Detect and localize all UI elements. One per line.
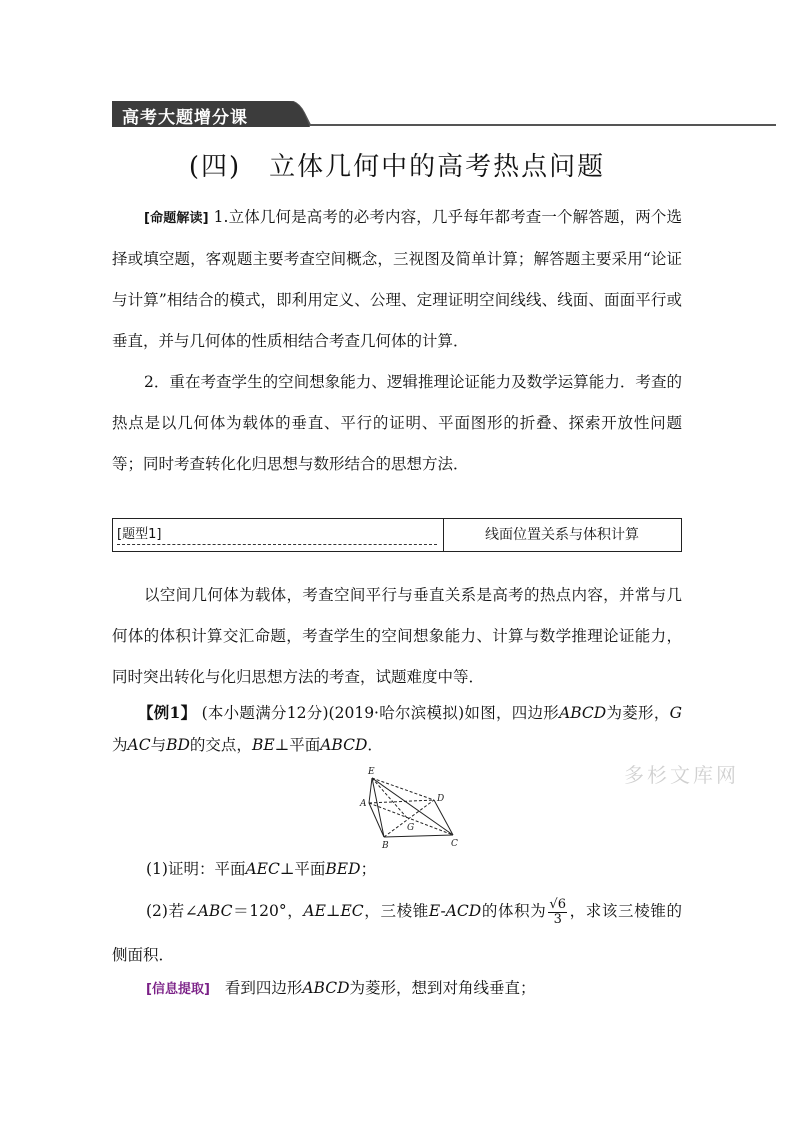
fraction-denominator: 3	[553, 911, 562, 927]
question-2	[112, 889, 682, 977]
math-ac: AC	[127, 736, 151, 754]
stem-text: 的交点，	[189, 736, 252, 754]
q1-text: ⊥平面	[279, 860, 326, 878]
edge-ed	[372, 778, 434, 800]
info-text: 为菱形，想到对角线垂直；	[349, 979, 536, 997]
q2-text: ＝120°，	[232, 902, 304, 920]
edge-eg	[372, 778, 408, 819]
edge-ab	[369, 803, 384, 837]
watermark: 多杉文库网	[624, 763, 739, 787]
math-bed: BED	[325, 860, 361, 878]
math-ec: EC	[340, 902, 364, 920]
stem-text: 如图，四边形	[464, 704, 560, 722]
intro-paragraph-1	[112, 197, 682, 362]
label-g: G	[407, 823, 415, 833]
title-number: (四)	[188, 152, 242, 182]
stem-text: 为	[112, 736, 128, 754]
type-intro-paragraph	[112, 575, 682, 698]
intro-text-2: 2．重在考查学生的空间想象能力、逻辑推理论证能力及数学运算能力．考查的热点是以几何体为载体的垂直、平行的证明、平面图形的折叠、探索开放性问题等；同时考查转化化归思想与数形结合的思想方法．	[112, 373, 682, 473]
q2-text: 的体积为	[481, 902, 547, 920]
edge-bc	[384, 835, 453, 837]
label-b: B	[382, 841, 389, 850]
title-text: 立体几何中的高考热点问题	[269, 152, 606, 182]
q2-text: ，三棱锥	[363, 902, 429, 920]
edge-dc	[434, 800, 453, 835]
volume-fraction	[548, 898, 567, 927]
type-title: 线面位置关系与体积计算	[485, 527, 639, 543]
math-abcd: ABCD	[302, 979, 350, 997]
q2-text: ⊥	[325, 902, 341, 920]
q2-text: ，求该三棱锥的侧面积．	[112, 902, 682, 964]
edge-ad	[369, 800, 434, 803]
q2-text: (2)若∠	[146, 902, 198, 920]
math-abcd: ABCD	[320, 736, 368, 754]
dashed-rule	[117, 544, 437, 545]
type-label: [题型1]	[117, 527, 162, 542]
edge-ea	[369, 778, 372, 803]
info-tag: [信息提取]	[146, 982, 210, 997]
math-be: BE	[251, 736, 275, 754]
type-intro-text: 以空间几何体为载体，考查空间平行与垂直关系是高考的热点内容，并常与几何体的体积计算交汇命题，考查学生的空间想象能力、计算与数学推理论证能力，同时突出转化与化归思想方法的考查，试题难度中等．	[112, 586, 682, 686]
q1-text: (1)证明：平面	[146, 860, 246, 878]
math-g: G	[669, 704, 682, 722]
geometry-figure	[356, 760, 466, 850]
q1-text: ；	[360, 860, 377, 878]
math-abc: ABC	[197, 902, 233, 920]
stem-text: 与	[150, 736, 167, 754]
info-text: 看到四边形	[224, 979, 303, 997]
info-extraction	[146, 976, 716, 998]
example-stem	[112, 697, 682, 761]
math-abcd: ABCD	[559, 704, 607, 722]
math-bd: BD	[166, 736, 190, 754]
math-eacd: E-ACD	[428, 902, 482, 920]
label-a: A	[360, 799, 367, 809]
question-1	[146, 857, 716, 879]
label-e: E	[368, 767, 375, 777]
math-ae: AE	[303, 902, 326, 920]
example-source: (本小题满分12分)(2019·哈尔滨模拟)	[201, 704, 465, 722]
math-aec: AEC	[245, 860, 280, 878]
section-banner	[112, 101, 776, 129]
intro-paragraph-2	[112, 362, 682, 485]
banner-label: 高考大题增分课	[122, 108, 248, 128]
example-label: 【例1】	[138, 703, 197, 722]
label-d: D	[437, 794, 445, 804]
intro-text-1: 1.立体几何是高考的必考内容，几乎每年都考查一个解答题，两个选择或填空题，客观题主要考查空间概念，三视图及简单计算；解答题主要采用“论证与计算”相结合的模式，即利用定义、公理、定理证明空间线线、线面、面面平行或垂直，并与几何体的性质相结合考查几何体的计算．	[112, 208, 683, 350]
page-title	[0, 146, 794, 183]
intro-tag: [命题解读]	[144, 211, 209, 226]
edge-eb	[372, 778, 384, 837]
fraction-numerator: √6	[549, 896, 566, 912]
stem-text: 为菱形，	[606, 704, 670, 722]
stem-text: ．	[367, 736, 383, 754]
stem-text: ⊥平面	[274, 736, 321, 754]
question-type-box	[112, 518, 682, 552]
label-c: C	[451, 839, 458, 849]
